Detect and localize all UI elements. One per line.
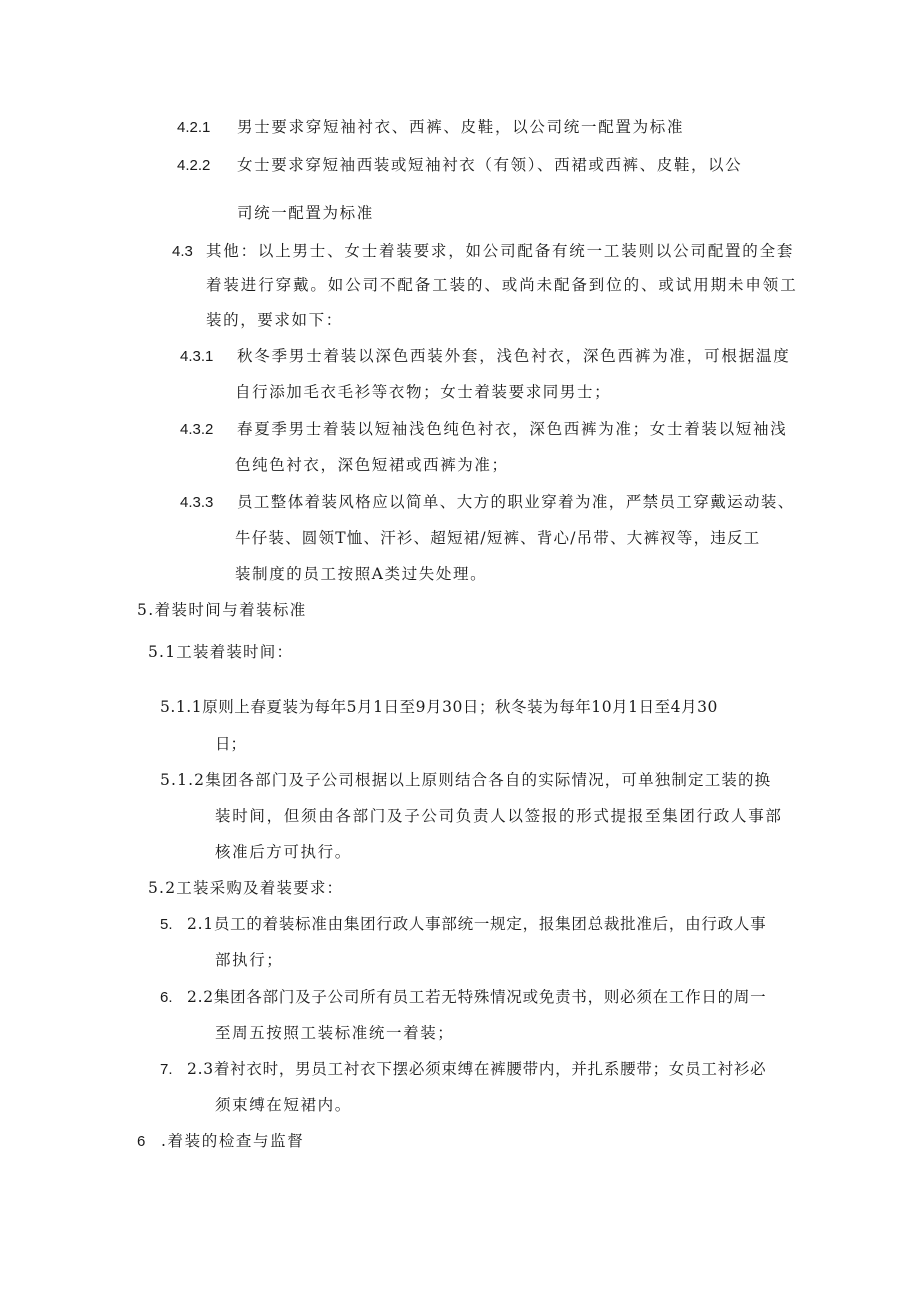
clause-continuation: 装制度的员工按照A类过失处理。 <box>235 565 488 583</box>
clause-text: 秋冬季男士着装以深色西装外套，浅色衬衣，深色西裤为准，可根据温度 <box>237 347 791 365</box>
clause-number: 5. <box>160 916 173 933</box>
clause-continuation: 着装进行穿戴。如公司不配备工装的、或尚未配备到位的、或试用期未申领工 <box>206 276 798 294</box>
clause-5-1-2: 5.1.2集团各部门及子公司根据以上原则结合各自的实际情况，可单独制定工装的换 <box>160 771 772 789</box>
clause-5-2-1 <box>160 914 767 935</box>
clause-number: 4.3.1 <box>180 348 214 365</box>
clause-4-3-3 <box>180 492 795 513</box>
clause-continuation: 司统一配置为标准 <box>237 204 374 222</box>
clause-4-3-1 <box>180 346 791 367</box>
clause-continuation: 至周五按照工装标准统一着装； <box>215 1024 455 1042</box>
clause-text: 2.1员工的着装标准由集团行政人事部统一规定，报集团总裁批准后，由行政人事 <box>187 915 767 933</box>
clause-number: 4.3.2 <box>180 421 214 438</box>
clause-4-2-2 <box>177 155 743 176</box>
clause-number: 6. <box>160 989 173 1006</box>
clause-continuation: 核准后方可执行。 <box>215 843 352 861</box>
clause-text: 2.3着衬衣时，男员工衬衣下摆必须束缚在裤腰带内，并扎系腰带；女员工衬衫必 <box>187 1060 767 1078</box>
clause-number: 4.2.2 <box>177 157 211 174</box>
clause-4-2-1 <box>177 117 685 138</box>
clause-5-1-1: 5.1.1原则上春夏装为每年5月1日至9月30日；秋冬装为每年10月1日至4月30 <box>160 698 718 716</box>
clause-continuation: 自行添加毛衣毛衫等衣物；女士着装要求同男士； <box>235 383 612 401</box>
clause-text: 女士要求穿短袖西装或短袖衬衣（有领）、西裙或西裤、皮鞋，以公 <box>237 156 743 174</box>
clause-number: 7. <box>160 1061 173 1078</box>
section-heading-6 <box>137 1131 305 1152</box>
clause-text: 2.2集团各部门及子公司所有员工若无特殊情况或免责书，则必须在工作日的周一 <box>187 988 767 1006</box>
clause-continuation: 部执行； <box>215 951 284 969</box>
section-number: 6 <box>137 1133 146 1150</box>
clause-4-3-2 <box>180 419 788 440</box>
clause-4-3 <box>172 241 795 262</box>
clause-number: 4.3.3 <box>180 494 214 511</box>
clause-text: 男士要求穿短袖衬衣、西裤、皮鞋，以公司统一配置为标准 <box>237 118 685 136</box>
clause-text: 员工整体着装风格应以简单、大方的职业穿着为准，严禁员工穿戴运动装、 <box>237 493 795 511</box>
clause-continuation: 装的，要求如下： <box>206 311 343 329</box>
clause-continuation: 牛仔装、圆领T恤、汗衫、超短裙/短裤、背心/吊带、大裤衩等，违反工 <box>235 529 761 547</box>
clause-continuation: 色纯色衬衣，深色短裙或西裤为准； <box>235 456 509 474</box>
clause-continuation: 须束缚在短裙内。 <box>215 1096 352 1114</box>
subsection-heading-5-2: 5.2工装采购及着装要求： <box>148 879 344 897</box>
clause-text: 春夏季男士着装以短袖浅色纯色衬衣，深色西裤为准；女士着装以短袖浅 <box>237 420 788 438</box>
clause-text: 其他：以上男士、女士着装要求，如公司配备有统一工装则以公司配置的全套 <box>206 242 795 260</box>
subsection-heading-5-1: 5.1工装着装时间： <box>148 643 294 661</box>
section-title: .着装的检查与监督 <box>161 1132 305 1150</box>
clause-5-2-3 <box>160 1059 767 1080</box>
clause-continuation: 装时间，但须由各部门及子公司负责人以签报的形式提报至集团行政人事部 <box>215 807 783 825</box>
section-heading-5: 5.着装时间与着装标准 <box>137 601 307 619</box>
clause-continuation: 日； <box>215 735 247 753</box>
clause-number: 4.2.1 <box>177 119 211 136</box>
clause-5-2-2 <box>160 987 767 1008</box>
clause-number: 4.3 <box>172 243 193 260</box>
